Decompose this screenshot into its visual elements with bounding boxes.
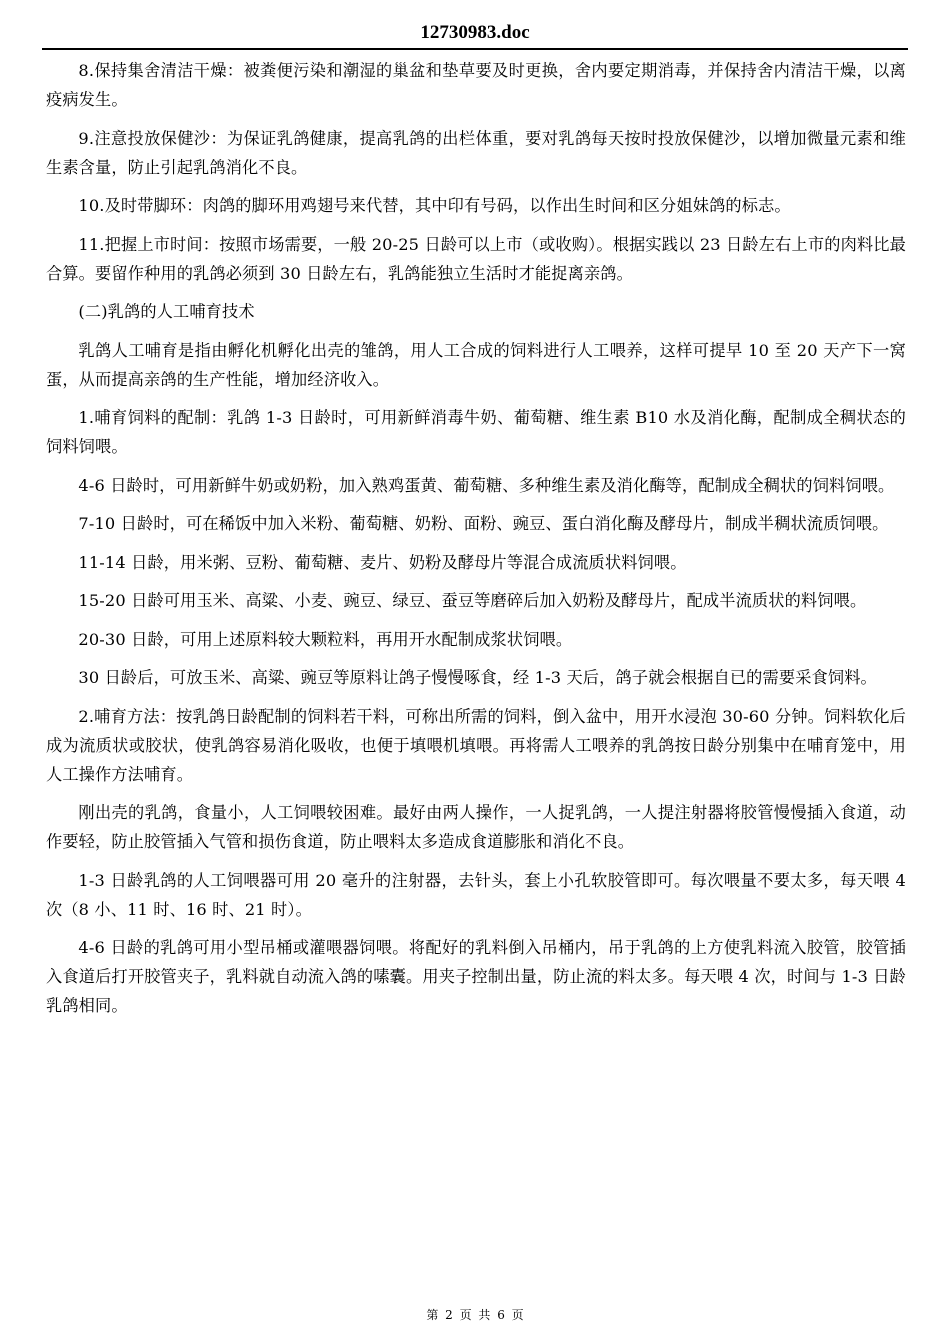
document-body <box>46 56 906 1030</box>
paragraph-feed-preparation: 1.哺育饲料的配制：乳鸽 1-3 日龄时，可用新鲜消毒牛奶、葡萄糖、维生素 B10 水及消化酶，配制成全稠状态的饲料饲喂。 <box>46 408 906 456</box>
paragraph-day-4-6: 4-6 日龄时，可用新鲜牛奶或奶粉，加入熟鸡蛋黄、葡萄糖、多种维生素及消化酶等，配制成全稠状的饲料饲喂。 <box>78 475 895 495</box>
header-divider <box>42 48 908 50</box>
document-title: 12730983.doc <box>420 22 530 43</box>
paragraph-syringe-feeder: 1-3 日龄乳鸽的人工饲喂器可用 20 毫升的注射器，去针头，套上小孔软胶管即可。每次喂量不要太多，每天喂 4 次（8 小、11 时、16 时、21 时）。 <box>46 870 906 919</box>
paragraph-feeding-method: 2.哺育方法：按乳鸽日龄配制的饲料若干料，可称出所需的饲料，倒入盆中，用开水浸泡 30-60 分钟。饲料软化后成为流质状或胶状，使乳鸽容易消化吸收，也便于填喂机填喂。再将需人工喂养的乳鸽按日龄分别集中在哺育笼中，用人工操作方法哺育。 <box>46 706 906 784</box>
paragraph-item-11: 11.把握上市时间：按照市场需要，一般 20-25 日龄可以上市（或收购）。根据实践以 23 日龄左右上市的肉料比最合算。要留作种用的乳鸽必须到 30 日龄左右，乳鸽能独立生活时才能捉离亲鸽。 <box>46 234 906 283</box>
section-heading: (二)乳鸽的人工哺育技术 <box>78 302 255 321</box>
paragraph-bucket-feeder: 4-6 日龄的乳鸽可用小型吊桶或灌喂器饲喂。将配好的乳料倒入吊桶内，吊于乳鸽的上方使乳料流入胶管，胶管插入食道后打开胶管夹子，乳料就自动流入鸽的嗉囊。用夹子控制出量，防止流的料太多。每天喂 4 次，时间与 1-3 日龄乳鸽相同。 <box>46 938 906 1015</box>
paragraph-item-9: 9.注意投放保健沙：为保证乳鸽健康，提高乳鸽的出栏体重，要对乳鸽每天按时投放保健沙，以增加微量元素和维生素含量，防止引起乳鸽消化不良。 <box>46 128 906 177</box>
paragraph-day-15-20: 15-20 日龄可用玉米、高粱、小麦、豌豆、绿豆、蚕豆等磨碎后加入奶粉及酵母片，配成半流质状的料饲喂。 <box>78 591 867 610</box>
paragraph-day-30-plus: 30 日龄后，可放玉米、高粱、豌豆等原料让鸽子慢慢啄食，经 1-3 天后，鸽子就会根据自已的需要采食饲料。 <box>78 668 877 687</box>
paragraph-day-7-10: 7-10 日龄时，可在稀饭中加入米粉、葡萄糖、奶粉、面粉、豌豆、蛋白消化酶及酵母片，制成半稠状流质饲喂。 <box>78 514 889 533</box>
paragraph-item-10: 10.及时带脚环：肉鸽的脚环用鸡翅号来代替，其中印有号码，以作出生时间和区分姐妹鸽的标志。 <box>78 196 791 215</box>
paragraph-day-11-14: 11-14 日龄，用米粥、豆粉、葡萄糖、麦片、奶粉及酵母片等混合成流质状料饲喂。 <box>78 552 687 572</box>
paragraph-intro: 乳鸽人工哺育是指由孵化机孵化出壳的雏鸽，用人工合成的饲料进行人工喂养，这样可提早 10 至 20 天产下一窝蛋，从而提高亲鸽的生产性能，增加经济收入。 <box>46 340 906 389</box>
page-number: 第 2 页 共 6 页 <box>426 1308 524 1322</box>
paragraph-newborn-feeding: 刚出壳的乳鸽，食量小，人工饲喂较困难。最好由两人操作，一人捉乳鸽，一人提注射器将胶管慢慢插入食道，动作要轻，防止胶管插入气管和损伤食道，防止喂料太多造成食道膨胀和消化不良。 <box>46 803 906 851</box>
paragraph-day-20-30: 20-30 日龄，可用上述原料较大颗粒料，再用开水配制成浆状饲喂。 <box>78 629 573 649</box>
paragraph-item-8: 8.保持集舍清洁干燥：被粪便污染和潮湿的巢盆和垫草要及时更换，舍内要定期消毒，并保持舍内清洁干燥，以离疫病发生。 <box>46 61 906 109</box>
